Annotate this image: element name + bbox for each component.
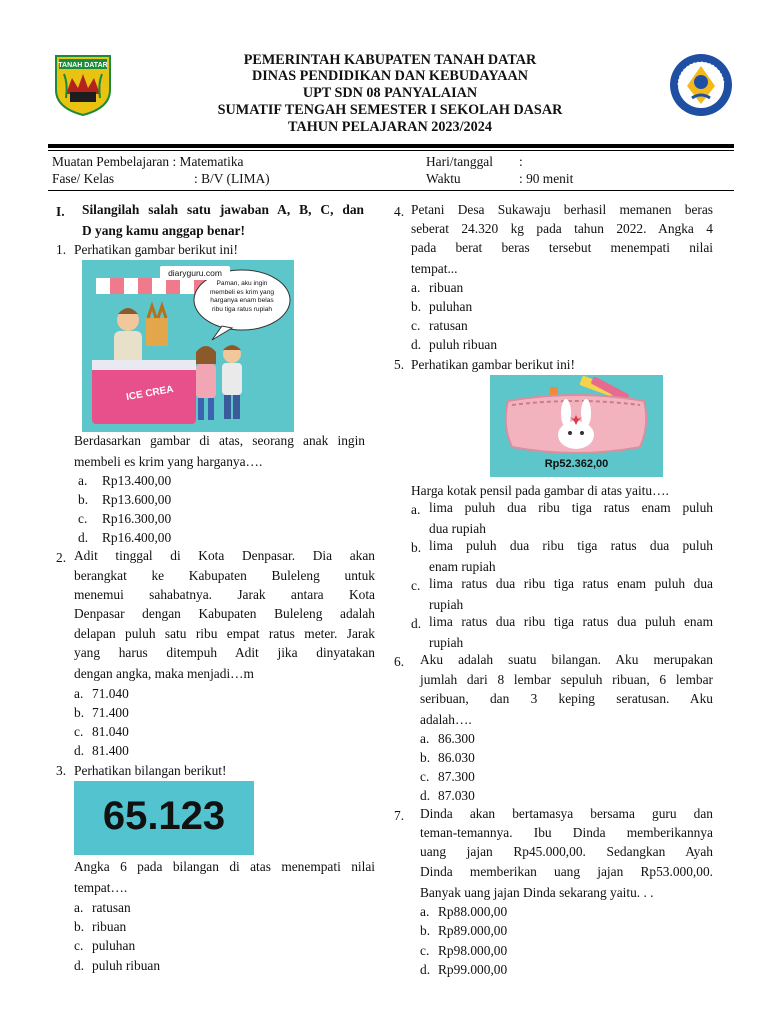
pencil-case-illustration [490,375,663,477]
header-line-5: TAHUN PELAJARAN 2023/2024 [288,119,492,135]
q3-option-c[interactable]: puluhan [92,938,136,953]
q6-option-letter: c. [420,769,430,784]
q3-option-letter: a. [74,900,84,915]
q1-option-d[interactable]: Rp16.400,00 [102,530,172,545]
q2-line: yang harus ditempuh Adit jika dinyatakan [74,645,375,660]
speech-bubble-line: Paman, aku ingin [216,280,268,287]
header-divider-thin [48,150,734,151]
q3-line: Angka 6 pada bilangan di atas menempati nilai [74,859,375,874]
q6-line: adalah…. [420,712,472,727]
q4-option-d[interactable]: puluh ribuan [429,337,498,352]
q7-line: teman-temannya. Ibu Dinda memberikannya [420,825,713,840]
q6-option-b[interactable]: 86.030 [438,750,475,765]
header-line-4: SUMATIF TENGAH SEMESTER I SEKOLAH DASAR [217,102,563,118]
q2-line: dengan angka, maka menjadi…m [74,666,254,681]
tanah-datar-logo [54,54,112,116]
q1-option-letter: a. [78,473,88,488]
section-instruction-2: D yang kamu anggap benar! [82,223,245,238]
q5-text: Perhatikan gambar berikut ini! [411,357,575,372]
q7-line: Dinda memberikan uang jajan Rp53.000,00. [420,864,713,879]
speech-bubble-line: membeli es krim yang [209,288,275,296]
header-divider-thick [48,144,734,148]
q7-line: Banyak uang jajan Dinda sekarang yaitu. . . [420,885,654,900]
q5-option-c[interactable]: lima ratus dua ribu tiga ratus enam puluh dua [429,576,713,591]
q2-line: delapan puluh satu ribu empat ratus meter. Jarak [74,626,375,641]
q4-line: Petani Desa Sukawaju berhasil memanen beras [411,202,713,217]
q5-option-d-cont[interactable]: rupiah [429,635,464,650]
q5-option-c-cont[interactable]: rupiah [429,597,464,612]
pencil-case-price: Rp52.362,00 [544,458,609,470]
phase-value: : B/V (LIMA) [194,171,270,186]
q6-option-letter: a. [420,731,430,746]
q1-option-b[interactable]: Rp13.600,00 [102,492,172,507]
q3-text: Perhatikan bilangan berikut! [74,763,227,778]
info-divider [48,190,734,191]
header-line-1: PEMERINTAH KABUPATEN TANAH DATAR [243,52,537,68]
q4-option-letter: d. [411,337,422,352]
section-instruction-1: Silangilah salah satu jawaban A, B, C, dan [82,202,364,217]
q2-option-letter: a. [74,686,84,701]
q2-option-letter: d. [74,743,85,758]
q5-number: 5. [394,357,405,372]
illustration-site-label: diaryguru.com [168,268,222,278]
q3-line: tempat…. [74,880,128,895]
q4-option-letter: b. [411,299,422,314]
q5-question: Harga kotak pensil pada gambar di atas yaitu…. [411,483,669,498]
q6-option-a[interactable]: 86.300 [438,731,475,746]
q2-option-letter: c. [74,724,84,739]
speech-bubble [196,280,288,314]
q2-number: 2. [56,550,67,565]
q7-option-letter: c. [420,943,430,958]
q3-option-a[interactable]: ratusan [92,900,131,915]
q3-number: 3. [56,763,67,778]
q7-number: 7. [394,808,405,823]
q7-line: Dinda akan bertamasya bersama guru dan [420,806,713,821]
q7-line: uang jajan Rp45.000,00. Sedangkan Ayah [420,844,713,859]
header-line-2: DINAS PENDIDIKAN DAN KEBUDAYAAN [251,68,529,84]
q7-option-a[interactable]: Rp88.000,00 [438,904,508,919]
q5-option-a-cont[interactable]: dua rupiah [429,521,486,536]
q1-option-letter: b. [78,492,89,507]
q5-option-letter: a. [411,502,421,517]
q2-option-d[interactable]: 81.400 [92,743,129,758]
q1-option-a[interactable]: Rp13.400,00 [102,473,172,488]
q6-line: seribuan, dan 3 keping seratusan. Aku [420,691,713,706]
q6-number: 6. [394,654,405,669]
number-box [74,781,254,855]
cart-label: ICE CREA [125,383,175,404]
svg-text:TANAH DATAR: TANAH DATAR [58,62,108,69]
q4-option-letter: a. [411,280,421,295]
ice-cream-illustration [82,260,294,432]
q3-option-d[interactable]: puluh ribuan [92,958,161,973]
q2-option-a[interactable]: 71.040 [92,686,129,701]
header-line-3: UPT SDN 08 PANYALAIAN [302,85,478,101]
day-label: Hari/tanggal [426,154,493,169]
q6-option-d[interactable]: 87.030 [438,788,475,803]
q2-line: menemui sahabatnya. Jarak antara Kota [74,587,375,602]
q5-option-b[interactable]: lima puluh dua ribu tiga ratus dua puluh [429,538,713,553]
q2-line: Denpasar dengan Kabupaten Buleleng adalah [74,606,375,621]
section-roman: I. [56,204,65,219]
q5-option-letter: c. [411,578,421,593]
q5-option-letter: d. [411,616,422,631]
q7-option-letter: b. [420,923,431,938]
q7-option-letter: a. [420,904,430,919]
day-value: : [519,154,523,169]
q5-option-a[interactable]: lima puluh dua ribu tiga ratus enam puluh [429,500,713,515]
q4-option-letter: c. [411,318,421,333]
q1-text-line: membeli es krim yang harganya…. [74,454,263,469]
subject-label: Muatan Pembelajaran : Matematika [52,154,244,169]
q5-option-b-cont[interactable]: enam rupiah [429,559,496,574]
q7-option-d[interactable]: Rp99.000,00 [438,962,508,977]
q4-option-a[interactable]: ribuan [429,280,464,295]
q2-option-b[interactable]: 71.400 [92,705,129,720]
q5-option-letter: b. [411,540,422,555]
q3-option-b[interactable]: ribuan [92,919,127,934]
q2-option-letter: b. [74,705,85,720]
q6-option-c[interactable]: 87.300 [438,769,475,784]
q6-option-letter: b. [420,750,431,765]
speech-bubble-line: ribu tiga ratus rupiah [211,305,273,313]
q5-option-d[interactable]: lima ratus dua ribu tiga ratus dua puluh enam [429,614,713,629]
q4-line: pada berat beras tersebut menempati nilai [411,240,713,255]
q1-text: Perhatikan gambar berikut ini! [74,242,238,257]
q1-option-letter: c. [78,511,88,526]
phase-label: Fase/ Kelas [52,171,115,186]
q7-option-b[interactable]: Rp89.000,00 [438,923,508,938]
q2-line: berangkat ke Kabupaten Buleleng untuk [74,568,375,583]
speech-bubble-line: harganya enam belas [210,297,274,305]
q6-option-letter: d. [420,788,431,803]
number-value: 65.123 [102,794,226,838]
q6-line: jumlah dari 8 lembar sepuluh ribuan, 6 lembar [420,672,713,687]
q3-option-letter: c. [74,938,84,953]
tut-wuri-handayani-logo [668,52,734,118]
q7-option-letter: d. [420,962,431,977]
q4-line: tempat... [411,261,458,276]
q1-option-c[interactable]: Rp16.300,00 [102,511,172,526]
q2-line: Adit tinggal di Kota Denpasar. Dia akan [74,548,375,563]
q2-option-c[interactable]: 81.040 [92,724,129,739]
time-value: : 90 menit [519,171,574,186]
q4-number: 4. [394,204,405,219]
q4-option-c[interactable]: ratusan [429,318,468,333]
q1-option-letter: d. [78,530,89,545]
q7-option-c[interactable]: Rp98.000,00 [438,943,508,958]
q4-option-b[interactable]: puluhan [429,299,473,314]
q3-option-letter: d. [74,958,85,973]
time-label: Waktu [426,171,461,186]
q3-option-letter: b. [74,919,85,934]
q1-text-line: Berdasarkan gambar di atas, seorang anak ingin [74,433,365,448]
q1-number: 1. [56,242,67,257]
q4-line: seberat 24.320 kg pada tahun 2022. Angka 4 [411,221,713,236]
q6-line: Aku adalah suatu bilangan. Aku merupakan [420,652,713,667]
